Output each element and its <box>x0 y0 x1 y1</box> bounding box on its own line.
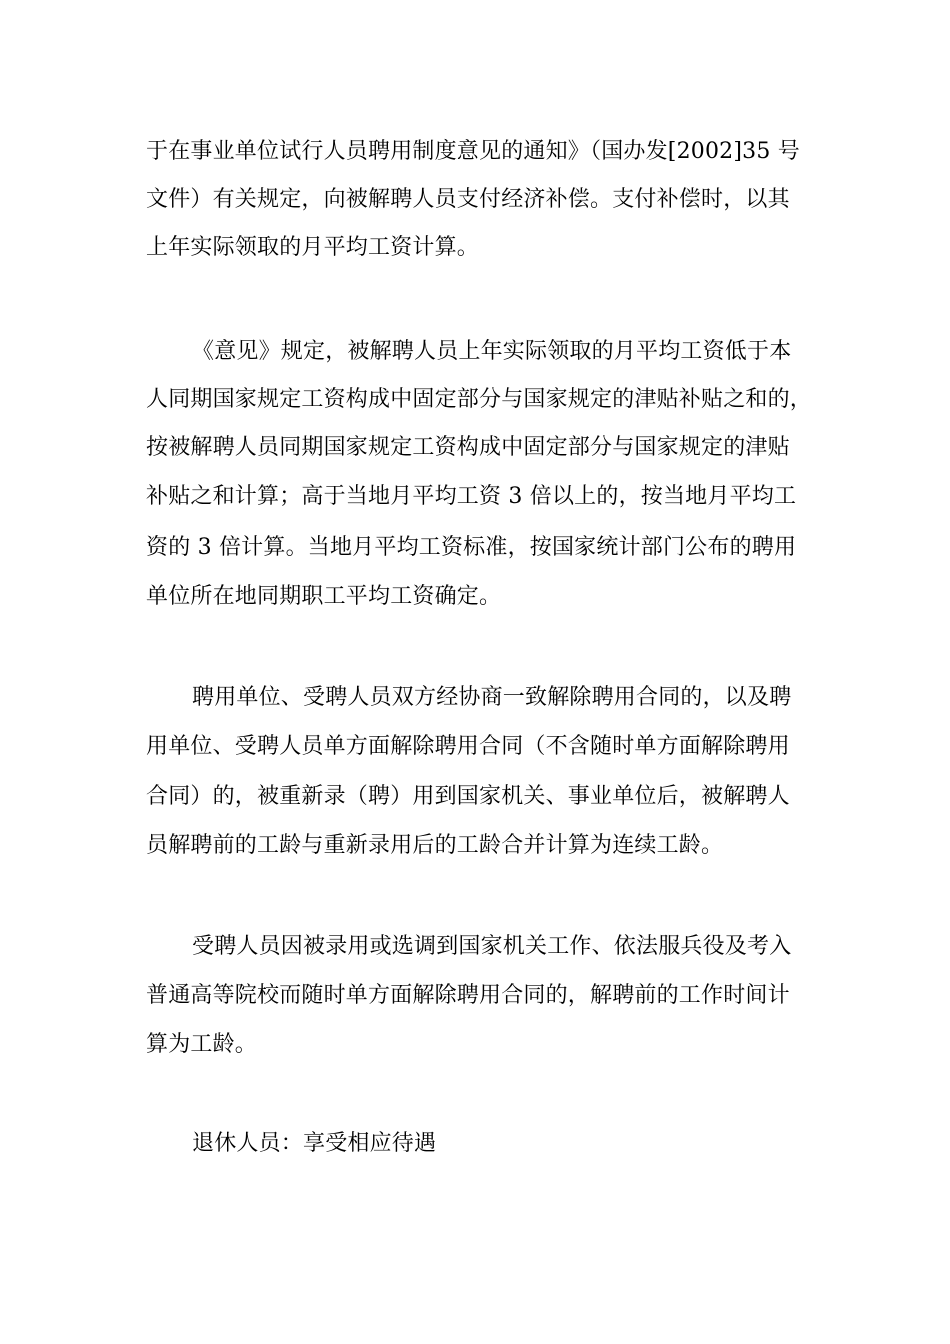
text-line: 合同）的，被重新录（聘）用到国家机关、事业单位后，被解聘人 <box>146 784 790 809</box>
text-line: 按被解聘人员同期国家规定工资构成中固定部分与国家规定的津贴 <box>146 435 790 460</box>
text-line: 文件）有关规定，向被解聘人员支付经济补偿。支付补偿时，以其 <box>146 187 790 212</box>
text-line: 算为工龄。 <box>146 1032 258 1057</box>
text-line: 上年实际领取的月平均工资计算。 <box>146 235 480 260</box>
text-line: 员解聘前的工龄与重新录用后的工龄合并计算为连续工龄。 <box>146 833 724 858</box>
text-line: 于在事业单位试行人员聘用制度意见的通知》（国办发[2002]35 号 <box>146 139 800 164</box>
text-line: 资的 3 倍计算。当地月平均工资标准，按国家统计部门公布的聘用 <box>146 535 797 560</box>
text-line: 补贴之和计算；高于当地月平均工资 3 倍以上的，按当地月平均工 <box>146 484 797 509</box>
text-line: 聘用单位、受聘人员双方经协商一致解除聘用合同的，以及聘 <box>192 685 792 710</box>
text-line: 单位所在地同期职工平均工资确定。 <box>146 584 502 609</box>
text-line: 普通高等院校而随时单方面解除聘用合同的，解聘前的工作时间计 <box>146 983 790 1008</box>
text-line: 用单位、受聘人员单方面解除聘用合同（不含随时单方面解除聘用 <box>146 734 790 759</box>
text-line: 受聘人员因被录用或选调到国家机关工作、依法服兵役及考入 <box>192 934 792 959</box>
text-line: 人同期国家规定工资构成中固定部分与国家规定的津贴补贴之和的， <box>146 387 813 412</box>
text-line: 退休人员：享受相应待遇 <box>192 1131 437 1156</box>
text-line: 《意见》规定，被解聘人员上年实际领取的月平均工资低于本 <box>192 339 792 364</box>
